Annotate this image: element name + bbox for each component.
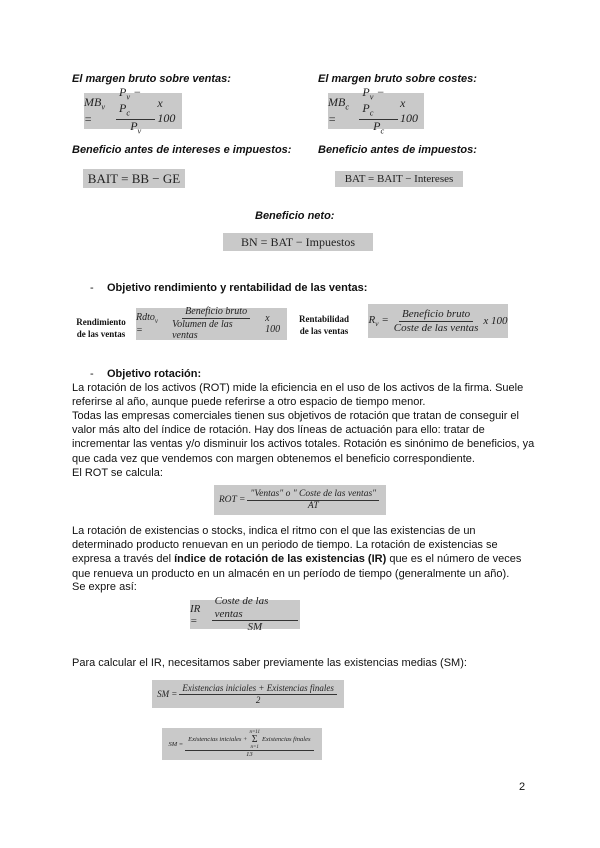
formula-sm-1: SM = $\frac{\text{Existencias iniciales + Existencias finales}}{2}$ (152, 680, 344, 708)
heading-margen-bruto-costes: El margen bruto sobre costes: (318, 73, 477, 85)
bullet-dash-2: - (90, 368, 94, 380)
formula-margen-bruto-ventas: $MB_v$ = $\frac{P_v - P_c}{P_v}$ x 100 (84, 93, 182, 129)
label-rendimiento-line2: de las ventas (76, 329, 126, 339)
label-rendimiento-line1: Rendimiento (76, 317, 126, 327)
formula-rendimiento-ventas: Rdto$_v$ = $\frac{\text{Beneficio bruto}}{\text{Volumen de las ventas}}$ x 100 (136, 308, 287, 340)
heading-bait: Beneficio antes de intereses e impuestos: (72, 144, 292, 156)
formula-margen-bruto-costes: $MB_c$ = $\frac{P_v - P_c}{P_c}$ x 100 (328, 93, 424, 129)
label-rentabilidad-ventas (295, 313, 353, 337)
paragraph-rot-calcula: El ROT se calcula: (72, 467, 163, 479)
formula-bai: BAT = BAIT − Intereses (335, 171, 463, 187)
paragraph-rot-definicion: La rotación de los activos (ROT) mide la eficiencia en el uso de los activos de la firma. Suele referirse al año, aunque puede referirse a otro espacio de tiempo menor. (72, 382, 524, 409)
heading-beneficio-neto: Beneficio neto: (255, 210, 335, 222)
formula-ir: IR = $\frac{\text{Coste de las ventas}}{SM}$ (190, 600, 300, 629)
bullet-dash: - (90, 282, 94, 294)
label-rentabilidad-line2: de las ventas (299, 326, 349, 336)
paragraph-rot-objetivos: Todas las empresas comerciales tienen sus objetivos de rotación que tratan de conseguir el valor más alto del índice de rotación. Hay dos líneas de actuación para ello: tratar de incrementar las ventas y/o disminuir los activos totales. Rotación es sinónimo de beneficios, ya que cada vez que vendemos con margen obtenemos el beneficio correspondiente. (72, 410, 535, 465)
page-number: 2 (519, 781, 526, 793)
paragraph-se-expre: Se expre así: (72, 581, 137, 593)
paragraph-calcular-ir: Para calcular el IR, necesitamos saber previamente las existencias medias (SM): (72, 657, 467, 669)
formula-beneficio-neto: BN = BAT − Impuestos (223, 233, 373, 251)
heading-bai: Beneficio antes de impuestos: (318, 144, 477, 156)
sigma-sum: n=11 Σ n=1 (249, 729, 260, 750)
label-rentabilidad-line1: Rentabilidad (298, 314, 349, 324)
formula-bait: BAIT = BB − GE (83, 169, 185, 188)
formula-rot: ROT = $\frac{\text{"Ventas" o " Coste de las ventas"}}{AT}$ (214, 485, 386, 515)
formula-sm-2: SM = Existencias iniciales + n=11 Σ n=1 Existencias finales 13 (162, 728, 322, 760)
paragraph-rotacion-existencias: La rotación de existencias o stocks, indica el ritmo con el que las existencias de un determinado producto renuevan en un periodo de tiempo. La rotación de existencias se expresa a través del índice de rotación de las existencias (IR) que es el número de veces que renueva un producto en un almacén en un período de tiempo (generalmente un año). (72, 525, 522, 580)
heading-margen-bruto-ventas: El margen bruto sobre ventas: (72, 73, 231, 85)
section-objetivo-rendimiento: Objetivo rendimiento y rentabilidad de las ventas: (107, 282, 368, 294)
section-objetivo-rotacion: Objetivo rotación: (107, 368, 202, 380)
label-rendimiento-ventas (74, 316, 128, 340)
formula-rentabilidad-ventas: $R_v$ = $\frac{\text{Beneficio bruto}}{\text{Coste de las ventas}}$ x 100 (368, 304, 508, 338)
